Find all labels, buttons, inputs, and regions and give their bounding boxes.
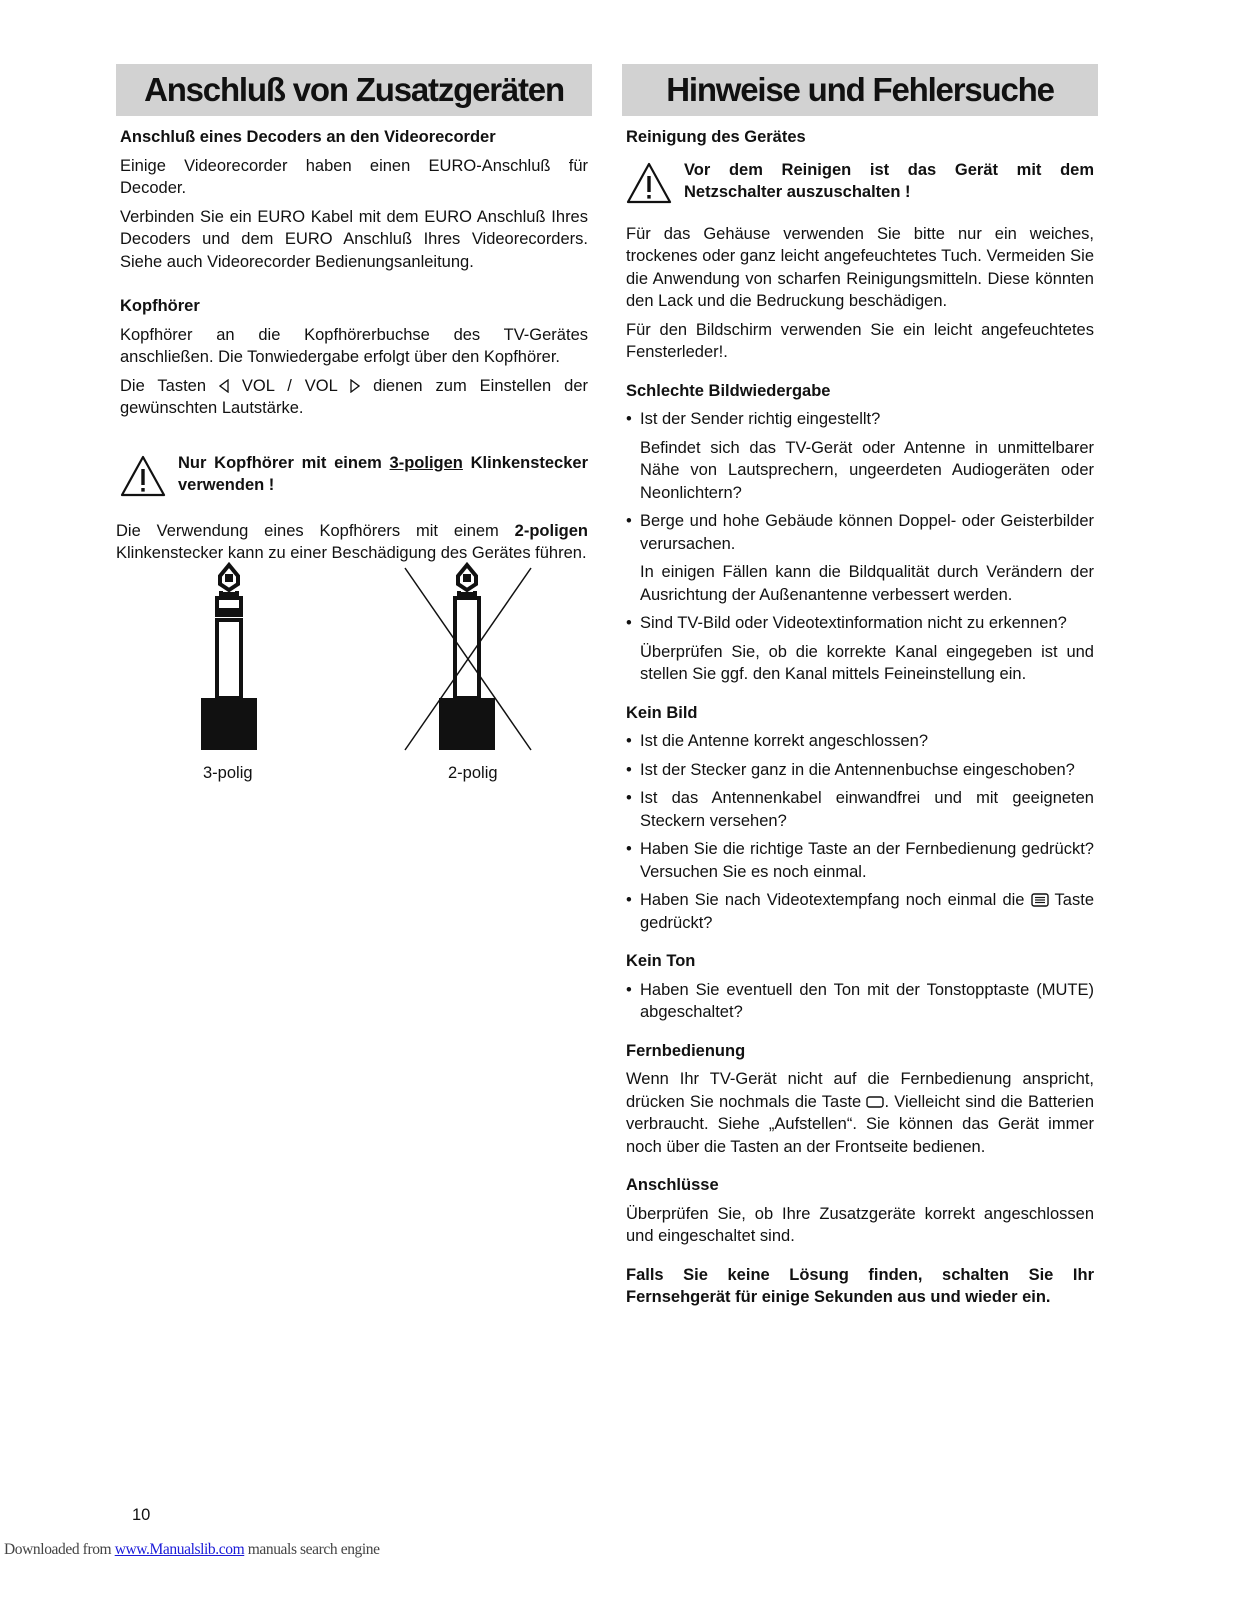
bad-picture-bullet-2-detail: In einigen Fällen kann die Bildqualität durch Verändern der Ausrichtung der Außenantenne verbessert werden. (640, 563, 1094, 604)
warning-triangle-icon (120, 454, 166, 498)
three-pole-label: 3-polig (203, 764, 253, 782)
bad-picture-heading: Schlechte Bildwiedergabe (626, 381, 831, 400)
headphones-warning-text (178, 452, 588, 497)
decoder-paragraph-1: Einige Videorecorder haben einen EURO-Anschluß für Decoder. (120, 156, 588, 197)
no-sound-bullet-1: • Haben Sie eventuell den Ton mit der Tonstopptaste (MUTE) abgeschaltet? (626, 979, 1094, 1024)
cleaning-heading: Reinigung des Gerätes (626, 128, 806, 146)
decoder-heading: Anschluß eines Decoders an den Videorecorder (120, 128, 496, 146)
cleaning-paragraph-1: Für das Gehäuse verwenden Sie bitte nur ein weiches, trockenes oder ganz leicht angefeuchtetes Tuch. Vermeiden Sie die Anwendung von scharfen Reinigungsmitteln. Diese könnten den Lack und die Bedruckung beschädigen. (626, 224, 1094, 310)
jack-plug-illustration (116, 560, 592, 800)
p3-part-a: Die Verwendung eines Kopfhörers mit einem (116, 521, 515, 540)
left-column-body (116, 116, 592, 565)
headphones-paragraph-1: Kopfhörer an die Kopfhörerbuchse des TV-Gerätes anschließen. Die Tonwiedergabe erfolgt über den Kopfhörer. (120, 325, 588, 366)
p3-part-b: Klinkenstecker kann zu einer Beschädigung des Gerätes führen. (116, 544, 587, 562)
no-sound-heading: Kein Ton (626, 952, 696, 970)
headphones-p2-part-c: dienen zum Einstellen der gewünschten Lautstärke. (120, 376, 588, 417)
right-column (622, 64, 1098, 1315)
headphones-heading: Kopfhörer (120, 297, 200, 315)
bad-picture-bullet-1-detail: Befindet sich das TV-Gerät oder Antenne in unmittelbarer Nähe von Lautsprechern, ungeerdeten Audiogeräten oder Neonlichtern? (640, 438, 1094, 502)
headphones-p2-part-a: Die Tasten (120, 376, 219, 395)
volume-up-triangle-icon (350, 379, 360, 393)
p3-bold: 2-poligen (514, 521, 588, 540)
left-header-title: Anschluß von Zusatzgeräten (144, 71, 564, 108)
teletext-icon (1031, 893, 1049, 907)
left-header-band (116, 64, 592, 116)
bad-picture-bullet-3: • Sind TV-Bild oder Videotextinformation nicht zu erkennen? (626, 612, 1094, 635)
connections-paragraph: Überprüfen Sie, ob Ihre Zusatzgeräte korrekt angeschlossen und eingeschaltet sind. (626, 1204, 1094, 1245)
headphones-p2-part-b: VOL / VOL (228, 376, 351, 395)
footer-prefix: Downloaded from (4, 1541, 115, 1558)
left-column (116, 64, 592, 571)
no-picture-bullet-1: • Ist die Antenne korrekt angeschlossen? (626, 730, 1094, 753)
bad-picture-bullet-2: • Berge und hohe Gebäude können Doppel- oder Geisterbilder verursachen. (626, 510, 1094, 555)
no-picture-heading: Kein Bild (626, 703, 698, 722)
tv-standby-icon (866, 1095, 884, 1109)
warning-triangle-icon (626, 161, 672, 205)
warning-text-b: Klinkenstecker verwenden ! (178, 453, 588, 494)
bullet-5-part-a: Haben Sie nach Videotextempfang noch einmal die (640, 891, 1031, 909)
download-footer (4, 1541, 380, 1559)
headphones-paragraph-3 (116, 520, 588, 565)
manualslib-link[interactable]: www.Manualslib.com (114, 1541, 245, 1558)
bad-picture-bullet-1: • Ist der Sender richtig eingestellt? (626, 408, 1094, 431)
two-pole-label: 2-polig (448, 764, 498, 782)
remote-part-b: . Vielleicht sind die Batterien verbraucht. Siehe „Aufstellen“. Sie können das Gerät immer noch über die Tasten an der Frontseite bedienen. (626, 1092, 1094, 1156)
right-header-band (622, 64, 1098, 116)
three-pole-plug (201, 565, 257, 750)
final-note: Falls Sie keine Lösung finden, schalten Sie Ihr Fernsehgerät für einige Sekunden aus und wieder ein. (626, 1265, 1094, 1306)
bullet-5-part-b: Taste gedrückt? (640, 891, 1094, 932)
warning-text-underlined: 3-poligen (389, 453, 463, 472)
two-pole-plug (405, 565, 531, 750)
no-picture-bullet-3: • Ist das Antennenkabel einwandfrei und mit geeigneten Steckern versehen? (626, 787, 1094, 832)
right-column-body (622, 116, 1098, 1309)
remote-part-a: Wenn Ihr TV-Gerät nicht auf die Fernbedienung anspricht, drücken Sie nochmals die Taste (626, 1070, 1094, 1111)
warning-text-a: Nur Kopfhörer mit einem (178, 453, 390, 472)
no-picture-bullet-5 (626, 889, 1094, 934)
cleaning-warning-text: Vor dem Reinigen ist das Gerät mit dem Netzschalter auszuschalten ! (684, 160, 1094, 201)
remote-paragraph (626, 1068, 1094, 1158)
decoder-paragraph-2: Verbinden Sie ein EURO Kabel mit dem EURO Anschluß Ihres Decoders und dem EURO Anschluß Ihres Videorecorders. Siehe auch Videorecorder Bedienungsanleitung. (120, 207, 588, 271)
bad-picture-bullet-3-detail: Überprüfen Sie, ob die korrekte Kanal eingegeben ist und stellen Sie ggf. den Kanal mittels Feineinstellung ein. (640, 642, 1094, 683)
headphones-paragraph-2 (120, 375, 588, 420)
volume-down-triangle-icon (219, 379, 229, 393)
right-header-title: Hinweise und Fehlersuche (666, 71, 1054, 108)
cleaning-paragraph-2: Für den Bildschirm verwenden Sie ein leicht angefeuchtetes Fensterleder!. (626, 320, 1094, 361)
cleaning-warning (626, 159, 1094, 205)
jack-plugs-drawing (116, 560, 592, 760)
no-picture-bullet-4: • Haben Sie die richtige Taste an der Fernbedienung gedrückt? Versuchen Sie es noch einmal. (626, 838, 1094, 883)
remote-heading: Fernbedienung (626, 1041, 746, 1060)
footer-suffix: manuals search engine (244, 1541, 380, 1558)
connections-heading: Anschlüsse (626, 1176, 719, 1194)
no-picture-bullet-2: • Ist der Stecker ganz in die Antennenbuchse eingeschoben? (626, 759, 1094, 782)
page-number: 10 (132, 1506, 151, 1524)
headphones-warning (120, 452, 588, 498)
